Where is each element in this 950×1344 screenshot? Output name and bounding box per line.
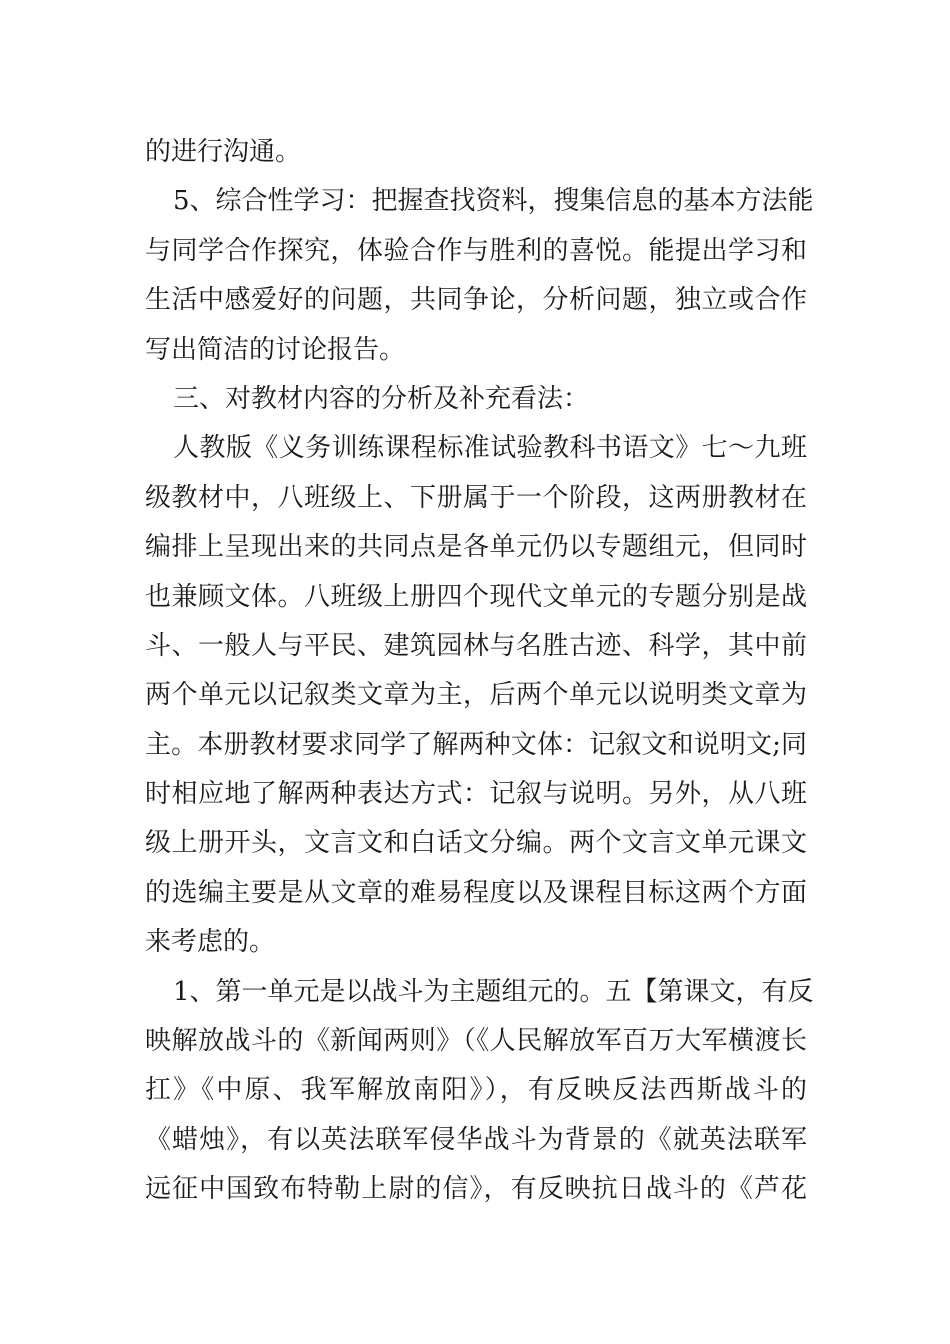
paragraph-start-line: 1、第一单元是以战斗为主题组元的。五【第课文，有反 xyxy=(173,976,814,1007)
text-line: 的进行沟通。 xyxy=(145,137,302,167)
section-heading: 三、对教材内容的分析及补充看法： xyxy=(173,383,590,414)
text-line: 《蜡烛》，有以英法联军侵华战斗为背景的《就英法联军 xyxy=(145,1124,807,1155)
text-line: 的选编主要是从文章的难易程度以及课程目标这两个方面 xyxy=(145,877,807,908)
text-line: 扛》《中原、我军解放南阳》），有反映反法西斯战斗的 xyxy=(145,1075,807,1106)
text-line: 时相应地了解两种表达方式：记叙与说明。另外，从八班 xyxy=(145,779,807,810)
paragraph-start-line: 5、综合性学习：把握查找资料，搜集信息的基本方法能 xyxy=(173,186,814,217)
text-line: 编排上呈现出来的共同点是各单元仍以专题组元，但同时 xyxy=(145,532,807,563)
text-line: 与同学合作探究，体验合作与胜利的喜悦。能提出学习和 xyxy=(145,235,807,266)
text-line: 生活中感爱好的问题，共同争论，分析问题，独立或合作 xyxy=(145,285,807,316)
document-body xyxy=(145,128,814,1215)
text-line: 主。本册教材要求同学了解两种文体：记叙文和说明文;同 xyxy=(145,729,807,760)
text-line: 远征中国致布特勒上尉的信》，有反映抗日战斗的《芦花 xyxy=(145,1174,807,1205)
text-line: 写出简洁的讨论报告。 xyxy=(145,334,406,365)
text-line: 也兼顾文体。八班级上册四个现代文单元的专题分别是战 xyxy=(145,581,807,612)
text-line: 两个单元以记叙类文章为主，后两个单元以说明类文章为 xyxy=(145,680,807,711)
text-line: 来考虑的。 xyxy=(145,927,276,958)
text-line: 级上册开头，文言文和白话文分编。两个文言文单元课文 xyxy=(145,828,807,859)
text-line: 映解放战斗的《新闻两则》（《人民解放军百万大军横渡长 xyxy=(145,1026,807,1057)
text-line: 级教材中，八班级上、下册属于一个阶段，这两册教材在 xyxy=(145,482,807,513)
text-line: 斗、一般人与平民、建筑园林与名胜古迹、科学，其中前 xyxy=(145,630,807,661)
paragraph-start-line: 人教版《义务训练课程标准试验教科书语文》七～九班 xyxy=(173,433,807,464)
